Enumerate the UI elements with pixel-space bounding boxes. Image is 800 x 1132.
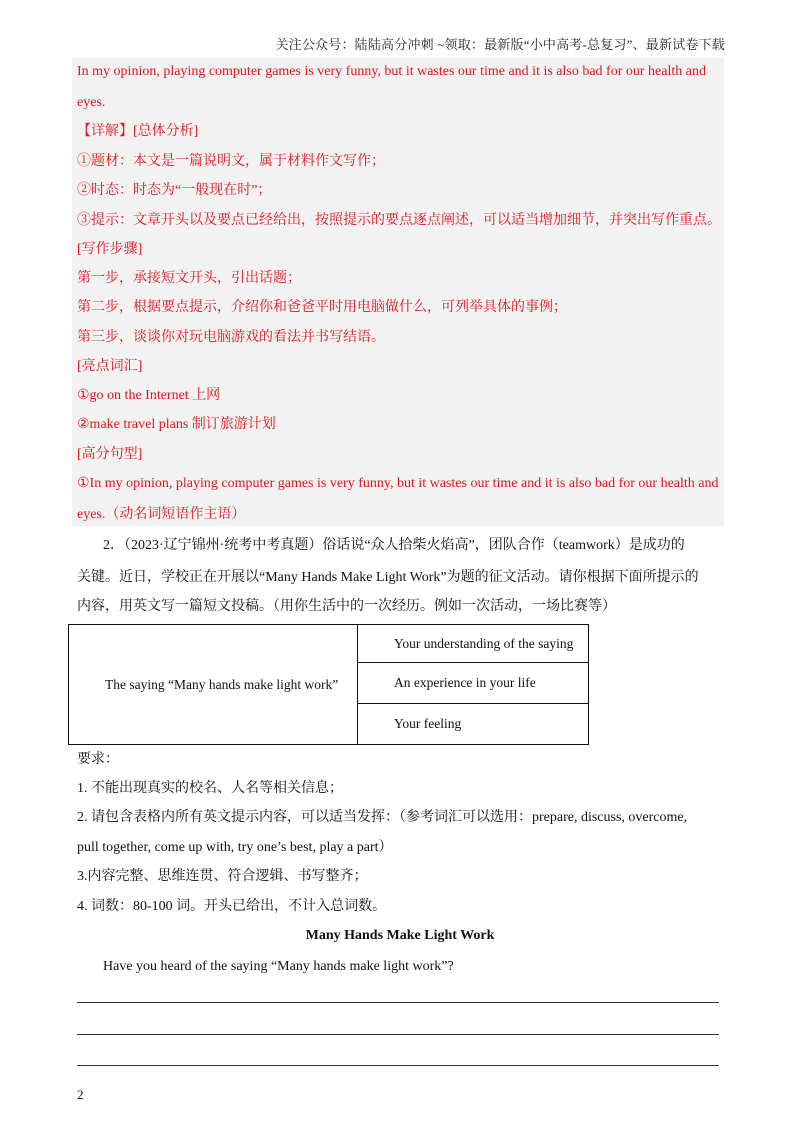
answer-line: eyes.（动名词短语作主语） bbox=[77, 507, 246, 522]
answer-line: [高分句型] bbox=[77, 447, 143, 462]
answer-line: [亮点词汇] bbox=[77, 359, 143, 374]
page-number: 2 bbox=[77, 1087, 84, 1102]
answer-line: ②时态：时态为“一般现在时”； bbox=[77, 183, 272, 198]
requirement-item: 1. 不能出现真实的校名、人名等相关信息； bbox=[77, 781, 343, 796]
essay-title: Many Hands Make Light Work bbox=[305, 928, 495, 943]
answer-blank-line[interactable] bbox=[77, 1065, 719, 1066]
requirements-label: 要求： bbox=[77, 752, 119, 767]
question-intro: 2．（2023·辽宁锦州·统考中考真题）俗话说“众人拾柴火焰高”，团队合作（teamwork）是成功的 bbox=[103, 538, 685, 553]
answer-line: eyes. bbox=[77, 95, 106, 110]
answer-line: 【详解】[总体分析] bbox=[77, 124, 199, 139]
answer-line: ①go on the Internet 上网 bbox=[77, 388, 221, 403]
requirement-item: 4. 词数：80-100 词。开头已给出，不计入总词数。 bbox=[77, 899, 387, 914]
answer-line: 第二步，根据要点提示，介绍你和爸爸平时用电脑做什么，可列举具体的事例； bbox=[77, 300, 567, 315]
prompt-table bbox=[68, 624, 589, 745]
prompt-table-item: An experience in your life bbox=[358, 663, 589, 703]
answer-line: ②make travel plans 制订旅游计划 bbox=[77, 417, 276, 432]
answer-blank-line[interactable] bbox=[77, 1034, 719, 1035]
essay-opening: Have you heard of the saying “Many hands make light work”? bbox=[103, 959, 454, 974]
answer-line: ①题材：本文是一篇说明文，属于材料作文写作； bbox=[77, 154, 385, 169]
answer-line: 第一步，承接短文开头，引出话题； bbox=[77, 271, 301, 286]
answer-line: In my opinion, playing computer games is very funny, but it wastes our time and it is also bad for our health and bbox=[77, 64, 706, 79]
prompt-table-item: Your understanding of the saying bbox=[358, 625, 589, 663]
page-header: 关注公众号：陆陆高分冲刺 ~领取：最新版“小中高考-总复习”、最新试卷下载 bbox=[275, 37, 725, 52]
answer-line: 第三步，谈谈你对玩电脑游戏的看法并书写结语。 bbox=[77, 330, 385, 345]
question-intro: 关键。近日，学校正在开展以“Many Hands Make Light Work”为题的征文活动。请你根据下面所提示的 bbox=[77, 570, 699, 585]
answer-line: [写作步骤] bbox=[77, 242, 143, 257]
prompt-table-topic: The saying “Many hands make light work” bbox=[69, 625, 358, 745]
question-intro: 内容，用英文写一篇短文投稿。（用你生活中的一次经历。例如一次活动，一场比赛等） bbox=[77, 599, 616, 614]
requirement-item: pull together, come up with, try one’s best, play a part） bbox=[77, 840, 393, 855]
requirement-item: 2. 请包含表格内所有英文提示内容，可以适当发挥：（参考词汇可以选用：prepare, discuss, overcome, bbox=[77, 810, 688, 825]
answer-line: ③提示：文章开头以及要点已经给出，按照提示的要点逐点阐述，可以适当增加细节，并突出写作重点。 bbox=[77, 213, 721, 228]
requirement-item: 3.内容完整、思维连贯、符合逻辑、书写整齐； bbox=[77, 869, 368, 884]
prompt-table-item: Your feeling bbox=[358, 703, 589, 744]
answer-blank-line[interactable] bbox=[77, 1002, 719, 1003]
answer-line: ①In my opinion, playing computer games is very funny, but it wastes our time and it is also bad for our health and bbox=[77, 476, 719, 491]
